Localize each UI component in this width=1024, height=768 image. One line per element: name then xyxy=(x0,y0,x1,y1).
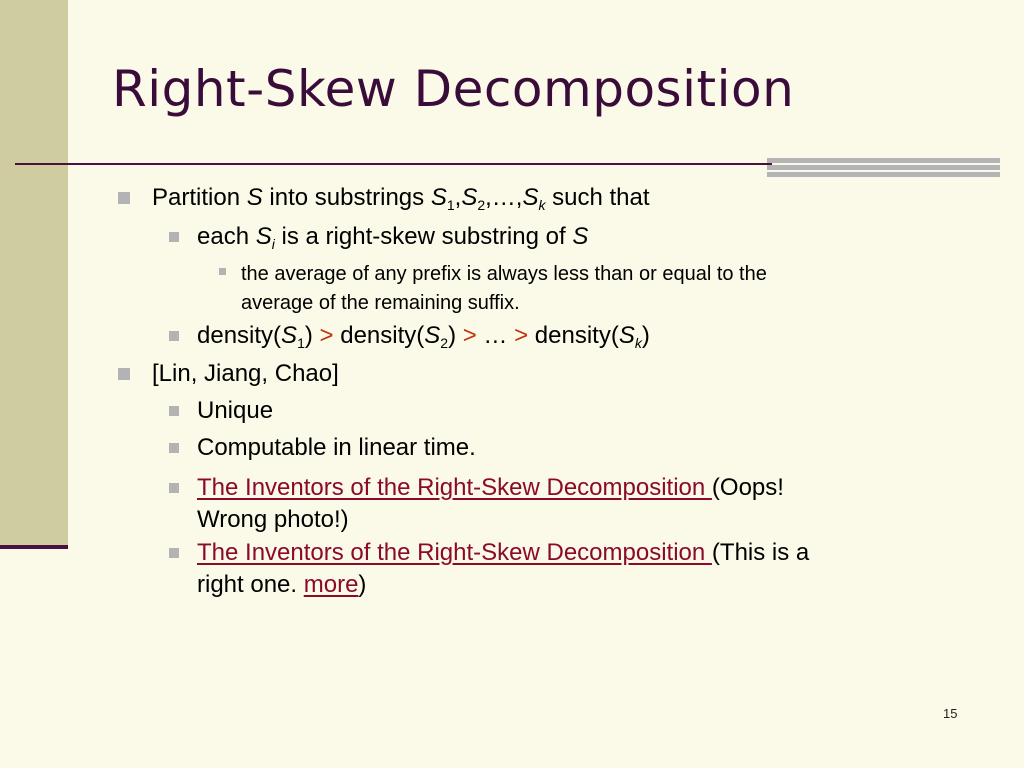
bullet-square-icon xyxy=(118,192,130,204)
bullet-density xyxy=(197,322,650,350)
inventors-wrong-link[interactable]: The Inventors of the Right-Skew Decomposition xyxy=(197,474,712,501)
text-line: average of the remaining suffix. xyxy=(241,292,520,314)
text: ) xyxy=(448,322,463,349)
accent-stripe xyxy=(767,165,1000,170)
inventors-right-link[interactable]: The Inventors of the Right-Skew Decomposition xyxy=(197,539,712,566)
bullet-square-icon xyxy=(169,406,179,416)
text: , xyxy=(454,184,462,211)
bullet-square-icon xyxy=(169,331,179,341)
bullet-inventors-wrong xyxy=(197,472,784,536)
text: Unique xyxy=(197,397,274,424)
subscript: i xyxy=(271,236,275,252)
text: such that xyxy=(545,184,650,211)
bullet-each xyxy=(197,223,588,251)
bullet-square-icon xyxy=(169,483,179,493)
text: ,…, xyxy=(485,184,523,211)
text: … xyxy=(476,322,515,349)
bullet-inventors-right xyxy=(197,537,809,601)
text: into substrings xyxy=(262,184,431,211)
sidebar-band xyxy=(0,0,68,547)
more-link[interactable]: more xyxy=(303,571,359,598)
bullet-partition xyxy=(152,184,650,212)
var-s1: S xyxy=(281,322,298,349)
bullet-authors xyxy=(152,360,339,388)
greater-than: > xyxy=(462,322,477,349)
var-sk: S xyxy=(618,322,635,349)
page-number: 15 xyxy=(943,706,958,721)
text: density( xyxy=(197,322,282,349)
var-s1: S xyxy=(430,184,447,211)
subscript: 2 xyxy=(440,335,449,351)
text: Computable in linear time. xyxy=(197,434,476,461)
sidebar-rule xyxy=(0,545,68,549)
bullet-square-icon xyxy=(118,368,130,380)
text: ) xyxy=(641,322,650,349)
text: [Lin, Jiang, Chao] xyxy=(152,360,339,387)
bullet-square-icon xyxy=(169,548,179,558)
text: right one. xyxy=(197,571,304,598)
text: density( xyxy=(333,322,425,349)
var-s: S xyxy=(246,184,263,211)
subscript: 1 xyxy=(297,335,305,351)
accent-stripe xyxy=(767,172,1000,177)
text: each xyxy=(197,223,256,250)
text-line: Wrong photo!) xyxy=(197,506,349,533)
slide-title: Right-Skew Decomposition xyxy=(112,60,795,118)
bullet-square-icon xyxy=(219,268,226,275)
accent-stripes xyxy=(767,158,1000,177)
subscript: k xyxy=(634,335,642,351)
bullet-square-icon xyxy=(169,443,179,453)
text: Partition xyxy=(152,184,247,211)
subscript: 2 xyxy=(477,197,486,213)
var-s: S xyxy=(572,223,589,250)
text: (Oops! xyxy=(711,474,784,501)
text: ) xyxy=(304,322,320,349)
bullet-linear xyxy=(197,434,476,462)
bullet-square-icon xyxy=(169,232,179,242)
subscript: k xyxy=(538,197,546,213)
bullet-average xyxy=(241,260,767,318)
text: ) xyxy=(358,571,367,598)
text: is a right-skew substring of xyxy=(274,223,573,250)
var-s2: S xyxy=(461,184,478,211)
text: density( xyxy=(528,322,619,349)
var-sk: S xyxy=(522,184,539,211)
subscript: 1 xyxy=(446,197,455,213)
greater-than: > xyxy=(514,322,529,349)
title-divider xyxy=(15,163,772,165)
var-si: S xyxy=(255,223,272,250)
var-s2: S xyxy=(424,322,441,349)
text-line: the average of any prefix is always less than or equal to the xyxy=(241,263,767,285)
bullet-unique xyxy=(197,397,273,425)
accent-stripe xyxy=(767,158,1000,163)
greater-than: > xyxy=(319,322,334,349)
text: (This is a xyxy=(711,539,810,566)
